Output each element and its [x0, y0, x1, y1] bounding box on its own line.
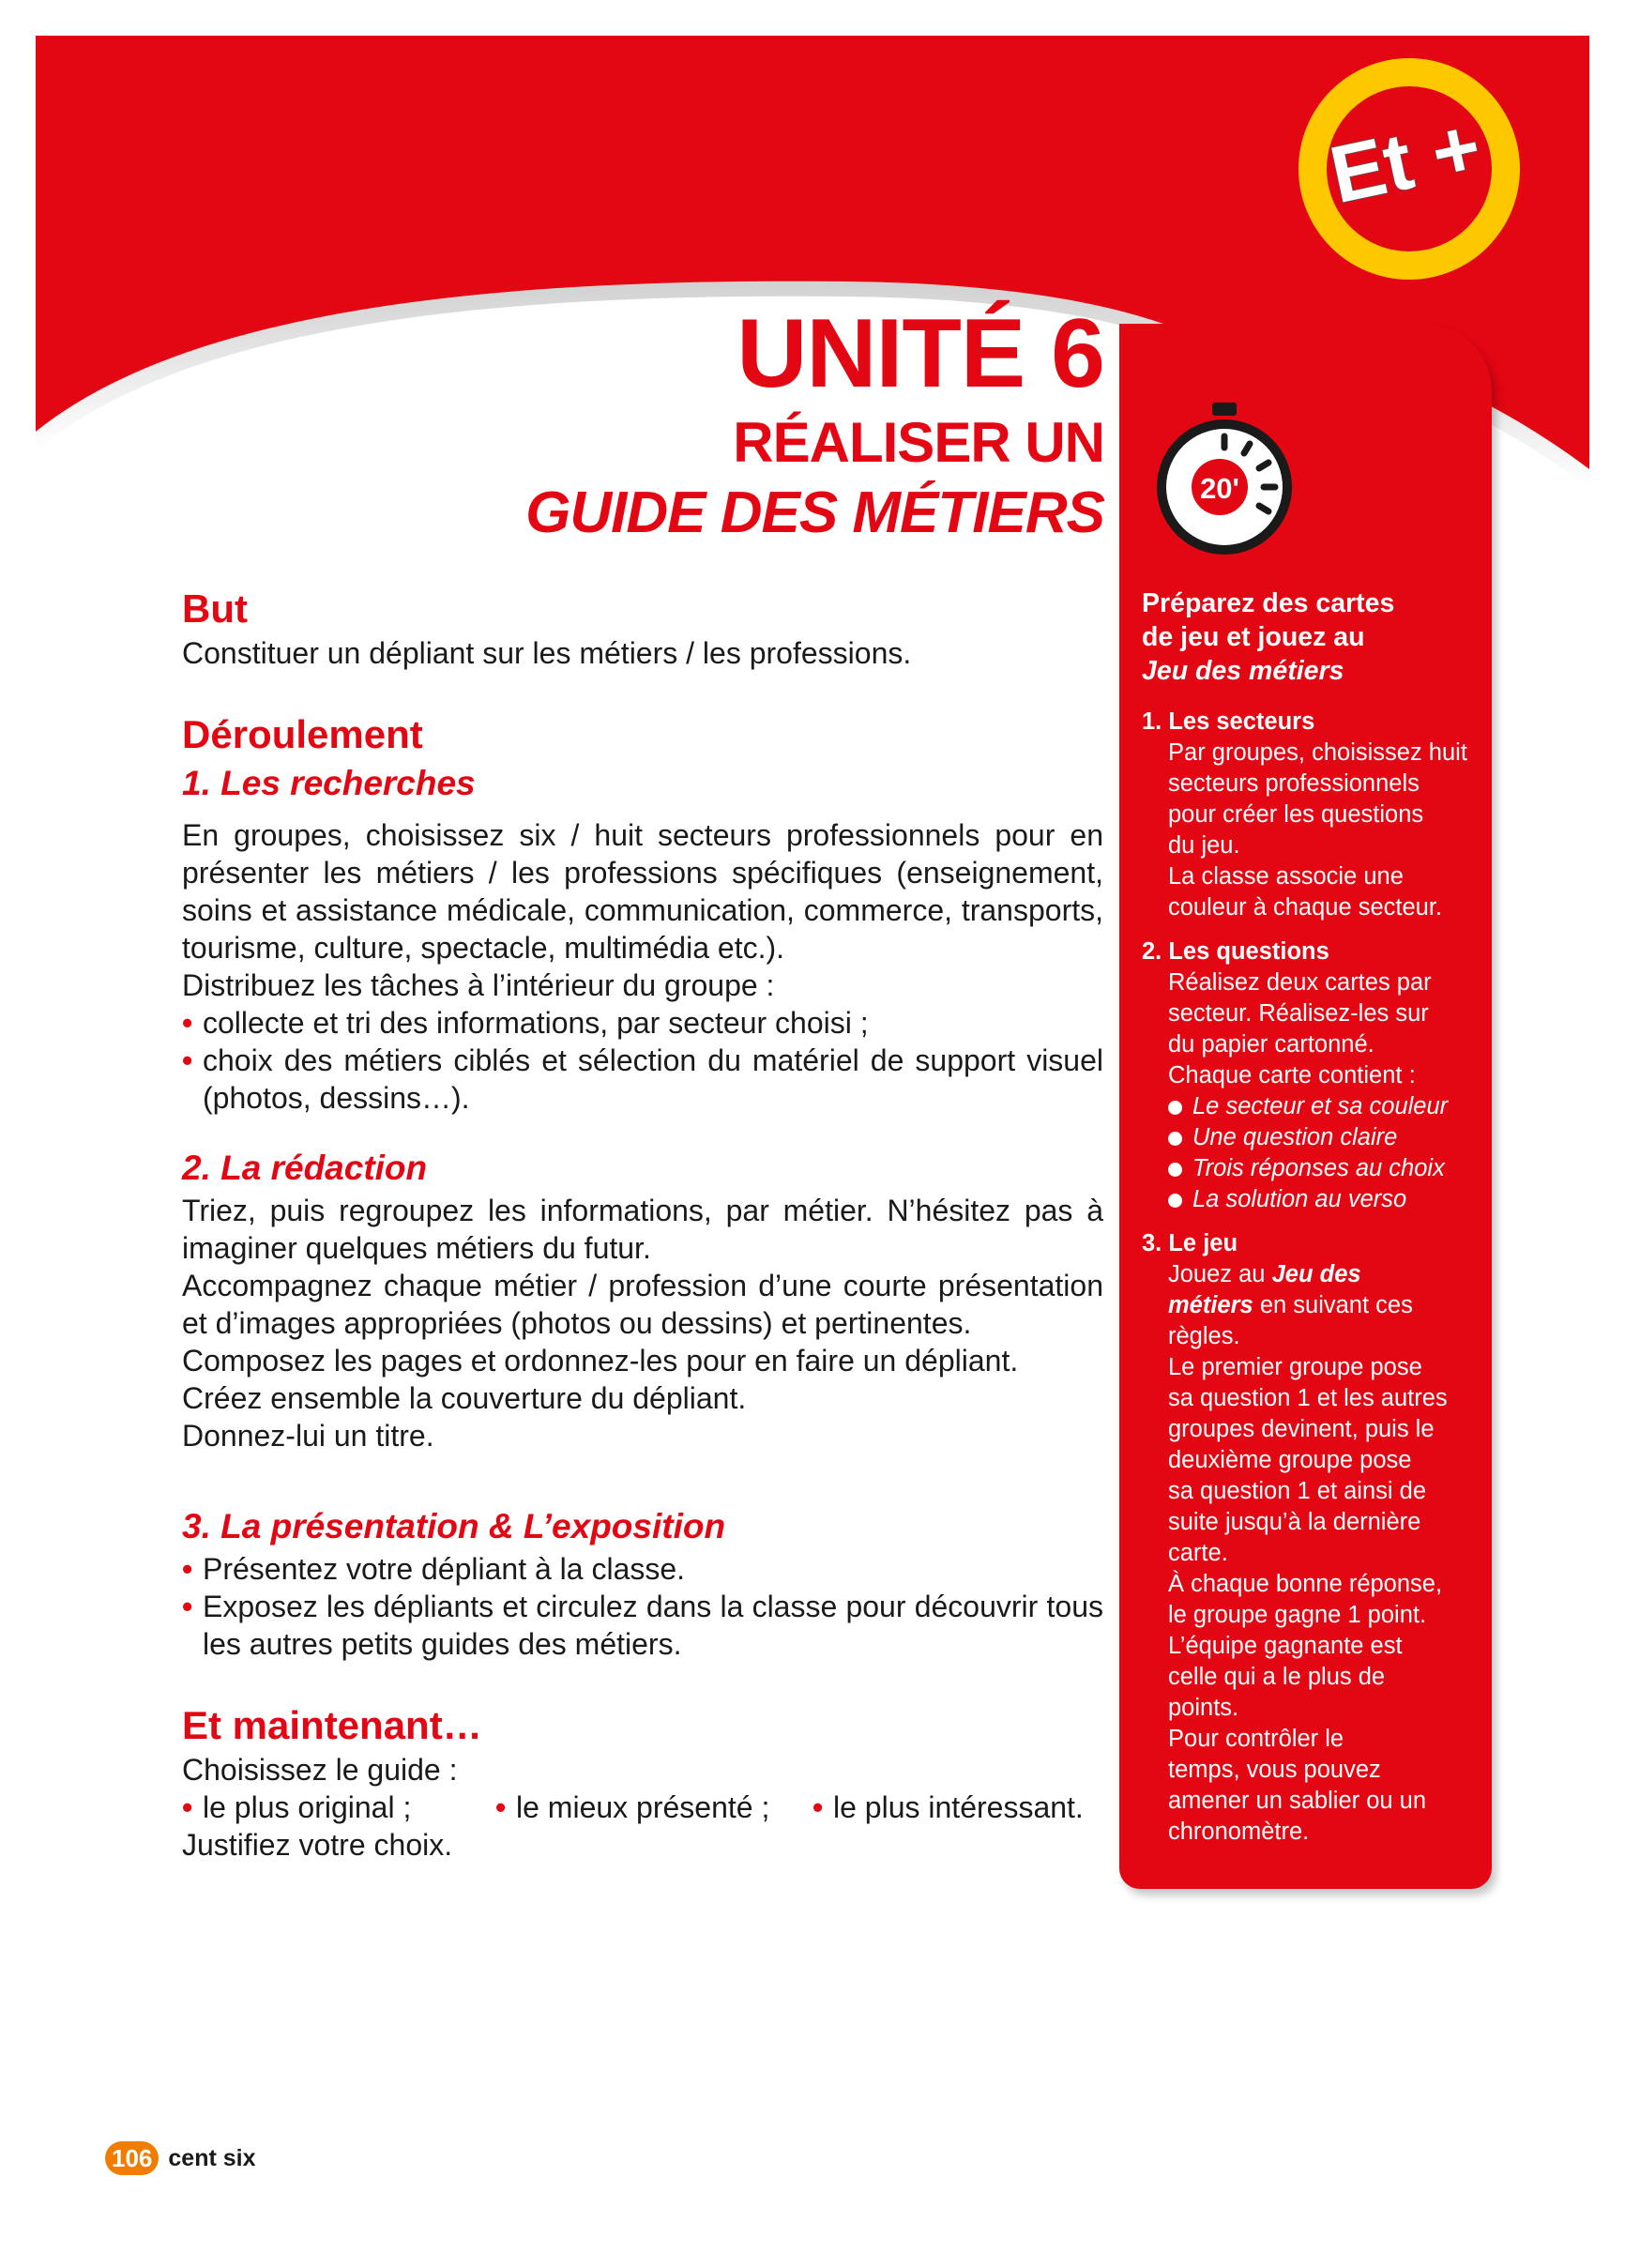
list-item	[1168, 1122, 1480, 1153]
badge-label: Et +	[1322, 101, 1489, 221]
choice-item	[812, 1789, 1084, 1826]
redaction-heading: 2. La rédaction	[182, 1149, 428, 1187]
maintenant-outro: Justifiez votre choix.	[182, 1828, 453, 1862]
page-number-words: cent six	[168, 2144, 256, 2171]
side-step3-line: deuxième groupe pose	[1168, 1447, 1412, 1473]
side-panel-content	[1142, 586, 1480, 1848]
side-step3-line: L’équipe gagnante est	[1168, 1633, 1403, 1659]
side-step3-line: chronomètre.	[1168, 1819, 1310, 1845]
bullet-icon: •	[182, 1790, 193, 1824]
side-step3-title: 3. Le jeu	[1142, 1230, 1238, 1256]
side-intro-line1: Préparez des cartes	[1142, 588, 1395, 618]
side-step2-line: du papier cartonné.	[1168, 1031, 1374, 1058]
side-step3-line: celle qui a le plus de	[1168, 1664, 1386, 1690]
bullet-icon: •	[182, 1590, 193, 1623]
side-step3-line: amener un sablier ou un	[1168, 1788, 1427, 1814]
bullet-icon: •	[495, 1790, 507, 1824]
game-name-part1: Jeu des	[1271, 1261, 1361, 1287]
stopwatch-icon	[1154, 401, 1295, 560]
recherches-heading: 1. Les recherches	[182, 764, 476, 802]
recherches-distribute: Distribuez les tâches à l’intérieur du groupe :	[182, 968, 775, 1002]
card-content-item: La solution au verso	[1192, 1186, 1407, 1212]
side-step3-line: Pour contrôler le	[1168, 1726, 1344, 1752]
side-step3-line: sa question 1 et ainsi de	[1168, 1478, 1427, 1504]
side-step1-body	[1142, 738, 1480, 923]
redaction-p4: Créez ensemble la couverture du dépliant.	[182, 1381, 747, 1415]
but-heading: But	[182, 586, 248, 631]
side-intro	[1142, 586, 1480, 688]
list-item	[182, 1042, 1103, 1117]
card-content-item: Trois réponses au choix	[1192, 1155, 1445, 1181]
side-step3-line: groupes devinent, puis le	[1168, 1416, 1435, 1442]
redaction-p3: Composez les pages et ordonnez-les pour en faire un dépliant.	[182, 1344, 1019, 1378]
side-step1-line: Par groupes, choisissez huit	[1168, 739, 1467, 766]
presentation-list	[182, 1550, 1103, 1663]
list-item-text: collecte et tri des informations, par secteur choisi ;	[203, 1006, 869, 1040]
game-name-part2: métiers	[1168, 1292, 1253, 1318]
list-item	[182, 1550, 1103, 1588]
side-step3-suffix: en suivant ces	[1259, 1292, 1413, 1318]
redaction-p5: Donnez-lui un titre.	[182, 1419, 434, 1453]
side-step3-line: le groupe gagne 1 point.	[1168, 1602, 1427, 1628]
page-subtitle-line1: RÉALISER UN	[733, 411, 1104, 474]
choice-text: le plus intéressant.	[833, 1790, 1084, 1824]
list-item	[1168, 1153, 1480, 1184]
choice-item	[495, 1789, 812, 1826]
side-intro-line2: de jeu et jouez au	[1142, 622, 1365, 652]
recherches-paragraph: En groupes, choisissez six / huit secteurs professionnels pour en présenter les métiers / les professions spécifiques (enseignement, soins et assistance médicale, communication, commerce, transports, tourisme, culture, spectacle, multimédia etc.).	[182, 818, 1103, 965]
list-item-text: Présentez votre dépliant à la classe.	[203, 1552, 686, 1586]
white-dot-icon	[1168, 1101, 1182, 1115]
white-dot-icon	[1168, 1132, 1182, 1146]
et-plus-badge	[1297, 56, 1522, 282]
card-content-item: Une question claire	[1192, 1124, 1398, 1150]
side-step1-title: 1. Les secteurs	[1142, 708, 1315, 735]
choice-text: le plus original ;	[203, 1790, 412, 1824]
side-step3-line: temps, vous pouvez	[1168, 1757, 1381, 1783]
main-content	[182, 584, 1103, 1864]
page-number-badge: 106	[105, 2141, 159, 2175]
white-dot-icon	[1168, 1163, 1182, 1177]
card-contents-list	[1142, 1091, 1480, 1215]
deroulement-heading: Déroulement	[182, 712, 423, 756]
side-step2-line: Réalisez deux cartes par	[1168, 969, 1432, 996]
list-item	[1168, 1184, 1480, 1215]
bullet-icon: •	[812, 1790, 824, 1824]
unit-title: UNITÉ 6	[737, 299, 1104, 408]
choices-row	[182, 1789, 1103, 1826]
side-step3-line: carte.	[1168, 1540, 1228, 1566]
page-subtitle-line2: GUIDE DES MÉTIERS	[525, 480, 1104, 545]
side-step2-line: secteur. Réalisez-les sur	[1168, 1000, 1429, 1027]
choice-item	[182, 1789, 495, 1826]
redaction-p2: Accompagnez chaque métier / profession d’une courte présentation et d’images appropriées (photos ou dessins) et pertinentes.	[182, 1269, 1103, 1340]
maintenant-heading: Et maintenant…	[182, 1703, 482, 1747]
side-step3-line: Le premier groupe pose	[1168, 1354, 1422, 1380]
side-step3-line: suite jusqu’à la dernière	[1168, 1509, 1421, 1535]
side-intro-line3: Jeu des métiers	[1142, 656, 1344, 686]
card-content-item: Le secteur et sa couleur	[1192, 1093, 1449, 1119]
white-dot-icon	[1168, 1194, 1182, 1208]
presentation-heading: 3. La présentation & L’exposition	[182, 1507, 726, 1545]
bullet-icon: •	[182, 1006, 193, 1040]
list-item	[182, 1588, 1103, 1663]
list-item	[1168, 1091, 1480, 1122]
side-step3-line: règles.	[1168, 1323, 1240, 1349]
side-step1-line: couleur à chaque secteur.	[1168, 894, 1443, 921]
list-item-text: Exposez les dépliants et circulez dans la classe pour découvrir tous les autres petits guides des métiers.	[203, 1590, 1103, 1661]
side-step1-line: La classe associe une	[1168, 863, 1404, 890]
page-footer	[105, 2141, 256, 2175]
side-step3-line: À chaque bonne réponse,	[1168, 1571, 1443, 1597]
side-step2-title: 2. Les questions	[1142, 938, 1329, 965]
side-step1-line: secteurs professionnels	[1168, 770, 1420, 797]
side-step3-body	[1142, 1259, 1480, 1848]
side-step3-line: sa question 1 et les autres	[1168, 1385, 1448, 1411]
list-item-text: choix des métiers ciblés et sélection du matériel de support visuel (photos, dessins…).	[203, 1043, 1103, 1115]
bullet-icon: •	[182, 1043, 193, 1077]
recherches-list	[182, 1004, 1103, 1117]
list-item	[182, 1004, 1103, 1042]
but-text: Constituer un dépliant sur les métiers / les professions.	[182, 636, 912, 670]
side-step3-line: points.	[1168, 1695, 1239, 1721]
bullet-icon: •	[182, 1552, 193, 1586]
side-step2-line: Chaque carte contient :	[1168, 1062, 1416, 1088]
side-step1-line: pour créer les questions	[1168, 801, 1424, 828]
side-step2-body	[1142, 967, 1480, 1091]
side-step1-line: du jeu.	[1168, 832, 1240, 859]
side-step3-prefix: Jouez au	[1168, 1261, 1266, 1287]
redaction-p1: Triez, puis regroupez les informations, par métier. N’hésitez pas à imaginer quelques métiers du futur.	[182, 1194, 1103, 1265]
choice-text: le mieux présenté ;	[516, 1790, 770, 1824]
timer-label: 20'	[1200, 472, 1239, 505]
maintenant-intro: Choisissez le guide :	[182, 1753, 458, 1787]
